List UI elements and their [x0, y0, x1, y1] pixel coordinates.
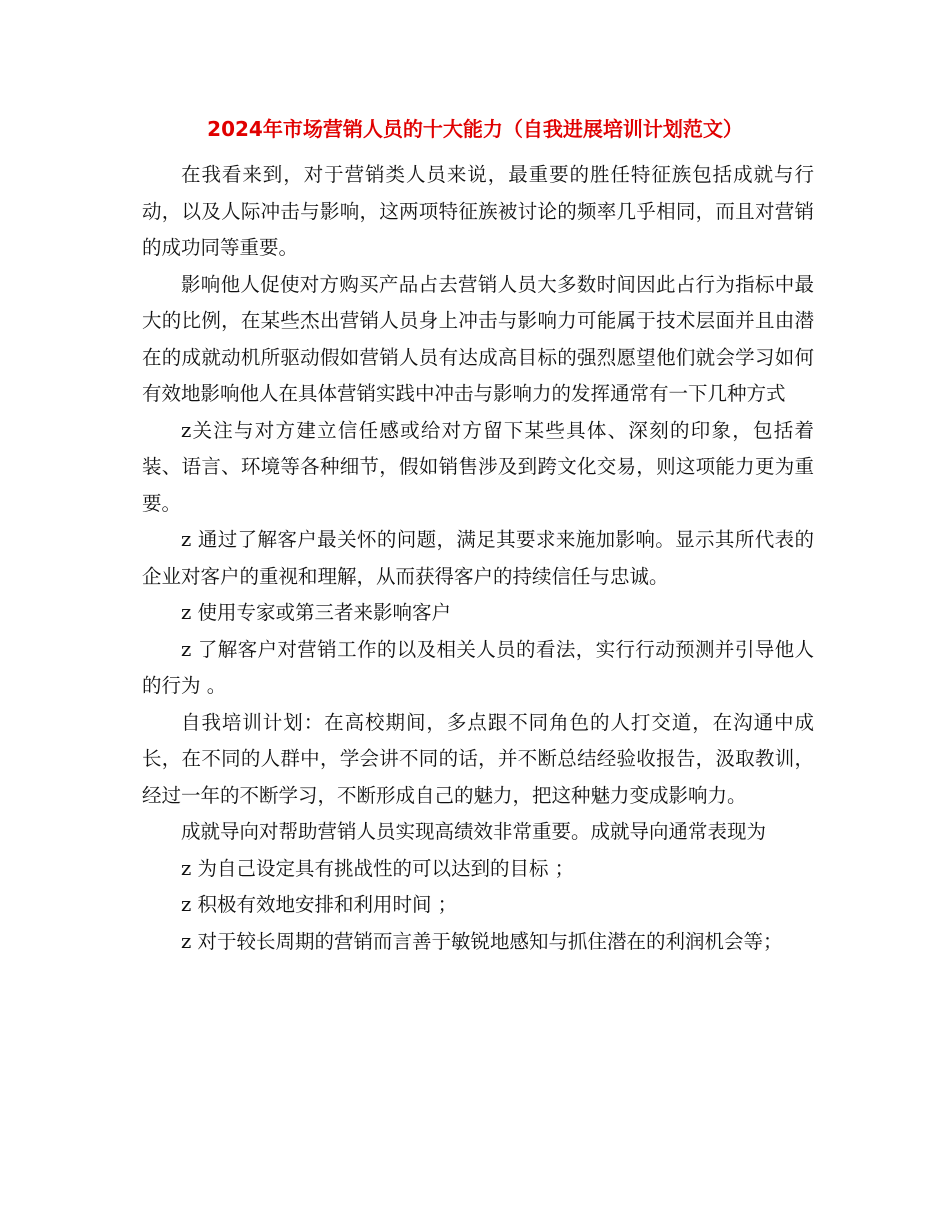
list-item-goals: z 为自己设定具有挑战性的可以达到的目标 ； [181, 856, 575, 880]
paragraph-achievement: 成就导向对帮助营销人员实现高绩效非常重要。成就导向通常表现为 [181, 820, 767, 843]
list-item-trust: z关注与对方建立信任感或给对方留下某些具体、深刻的印象，包括着装、语言、环境等各种细节，假如销售涉及到跨文化交易，则这项能力更为重要。 [142, 418, 814, 515]
list-item-customer-views: z 了解客户对营销工作的以及相关人员的看法，实行行动预测并引导他人的行为 。 [142, 637, 814, 697]
paragraph-influence: 影响他人促使对方购买产品占去营销人员大多数时间因此占行为指标中最大的比例，在某些杰出营销人员身上冲击与影响力可能属于技术层面并且由潜在的成就动机所驱动假如营销人员有达成高目标的强烈愿望他们就会学习如何有效地影响他人在具体营销实践中冲击与影响力的发挥通常有一下几种方式 [142, 272, 814, 405]
document-title: 2024年市场营销人员的十大能力（自我进展培训计划范文） [207, 117, 743, 141]
list-item-opportunities: z 对于较长周期的营销而言善于敏锐地感知与抓住潜在的利润机会等； [181, 929, 783, 953]
list-item-customer-concerns: z 通过了解客户最关怀的问题，满足其要求来施加影响。显示其所代表的企业对客户的重视和理解，从而获得客户的持续信任与忠诚。 [142, 528, 814, 588]
paragraph-training-plan: 自我培训计划：在高校期间，多点跟不同角色的人打交道，在沟通中成长，在不同的人群中，学会讲不同的话，并不断总结经验收报告，汲取教训，经过一年的不断学习，不断形成自己的魅力，把这种魅力变成影响力。 [142, 710, 814, 807]
document-body [142, 157, 814, 960]
list-item-experts: z 使用专家或第三者来影响客户 [181, 601, 451, 624]
paragraph-intro: 在我看来到，对于营销类人员来说，最重要的胜任特征族包括成就与行动，以及人际冲击与影响，这两项特征族被讨论的频率几乎相同，而且对营销的成功同等重要。 [142, 163, 814, 259]
list-item-time: z 积极有效地安排和利用时间 ； [181, 893, 458, 916]
